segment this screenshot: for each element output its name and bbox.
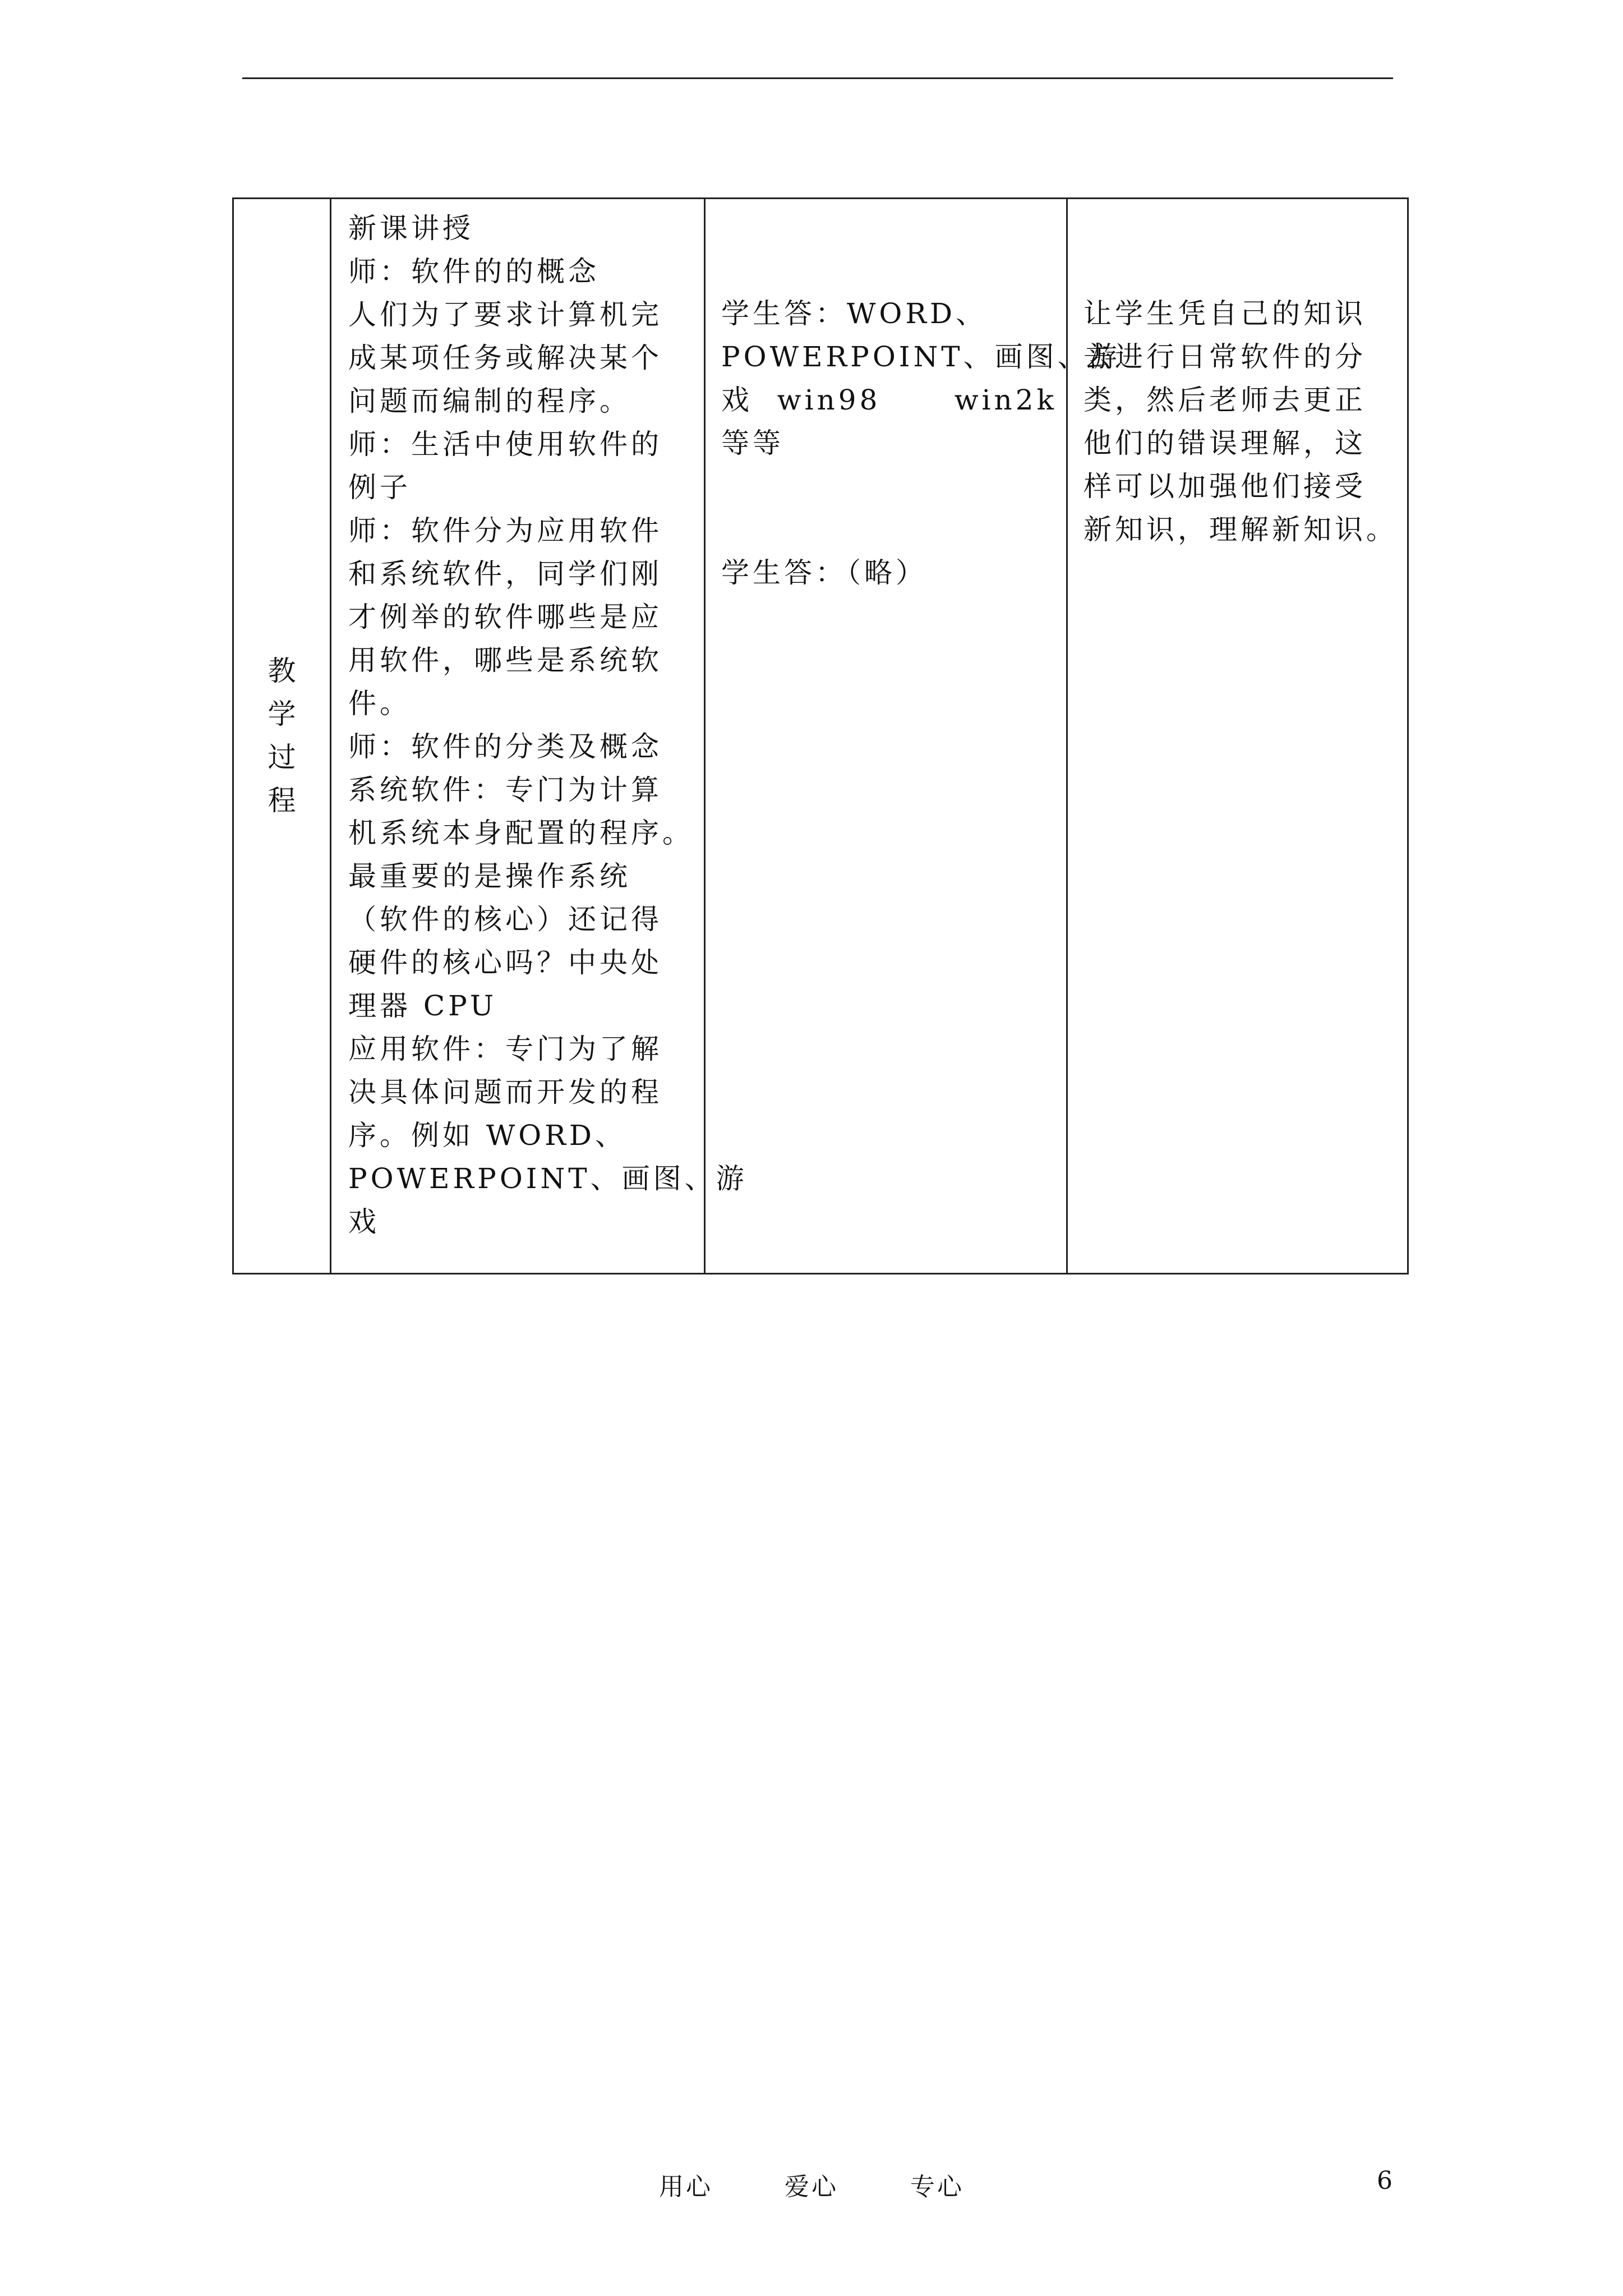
table-row — [233, 199, 1408, 1274]
student-answer-1 — [721, 292, 1121, 465]
teacher-activity-cell — [331, 199, 748, 1274]
text-line: 戏 win98 win2k — [721, 384, 1057, 416]
text-line: 学生答：WORD、 — [721, 297, 988, 330]
text-line: 师：生活中使用软件的 — [348, 428, 662, 461]
text-line: 他们的错误理解，这 — [1083, 427, 1366, 459]
footer-word: 用心 — [659, 2173, 713, 2201]
row-label-cell — [233, 199, 331, 1274]
text-line: 新知识，理解新知识。 — [1083, 513, 1398, 546]
design-intent-cell — [1067, 199, 1408, 1274]
text-line: POWERPOINT、画图、游 — [721, 341, 1121, 373]
text-line: 人们为了要求计算机完 — [348, 298, 662, 331]
text-line: 学生答：（略） — [721, 556, 927, 589]
text-line: 应用软件：专门为了解 — [348, 1033, 662, 1065]
footer-motto — [659, 2166, 1026, 2202]
page-number: 6 — [1377, 2166, 1393, 2195]
text-line: 师：软件的分类及概念 — [348, 730, 662, 763]
text-line: 例子 — [348, 471, 411, 504]
text-line: 和系统软件，同学们刚 — [348, 558, 662, 590]
text-line: 决具体问题而开发的程 — [348, 1076, 662, 1108]
text-line: 用软件，哪些是系统软 — [348, 644, 662, 677]
spacer — [721, 465, 1066, 551]
text-line: 机系统本身配置的程序。 — [348, 817, 694, 849]
text-line: 系统软件：专门为计算 — [348, 774, 662, 806]
text-line: 件。 — [348, 687, 411, 720]
text-line: POWERPOINT、画图、游 — [348, 1162, 748, 1195]
student-answer-2 — [721, 551, 1066, 595]
text-line: 让学生凭自己的知识 — [1083, 297, 1366, 330]
text-line: 理器 CPU — [348, 990, 497, 1022]
text-line: 才例举的软件哪些是应 — [348, 601, 662, 633]
student-activity-text — [706, 199, 1121, 595]
text-line: 师：软件的的概念 — [348, 255, 600, 288]
footer-word: 爱心 — [785, 2173, 838, 2201]
text-line: 硬件的核心吗？中央处 — [348, 946, 662, 979]
footer-word: 专心 — [910, 2173, 964, 2201]
text-line: 去进行日常软件的分 — [1083, 341, 1366, 373]
lesson-table — [232, 197, 1409, 1274]
row-label: 教学过程 — [268, 655, 296, 817]
text-line: 戏 — [348, 1205, 380, 1238]
design-intent-text — [1068, 199, 1407, 551]
teacher-activity-text — [331, 199, 748, 1244]
text-line: 等等 — [721, 427, 784, 459]
text-line: 问题而编制的程序。 — [348, 385, 631, 417]
text-line: 类，然后老师去更正 — [1083, 384, 1366, 416]
text-line: 样可以加强他们接受 — [1083, 470, 1366, 503]
text-line: 序。例如 WORD、 — [348, 1119, 627, 1152]
header-rule — [242, 77, 1393, 79]
text-line: 最重要的是操作系统 — [348, 860, 631, 892]
text-line: 新课讲授 — [348, 212, 474, 245]
student-activity-cell — [705, 199, 1121, 1274]
text-line: 成某项任务或解决某个 — [348, 342, 662, 374]
text-line: 师：软件分为应用软件 — [348, 514, 662, 547]
text-line: （软件的核心）还记得 — [348, 903, 662, 936]
